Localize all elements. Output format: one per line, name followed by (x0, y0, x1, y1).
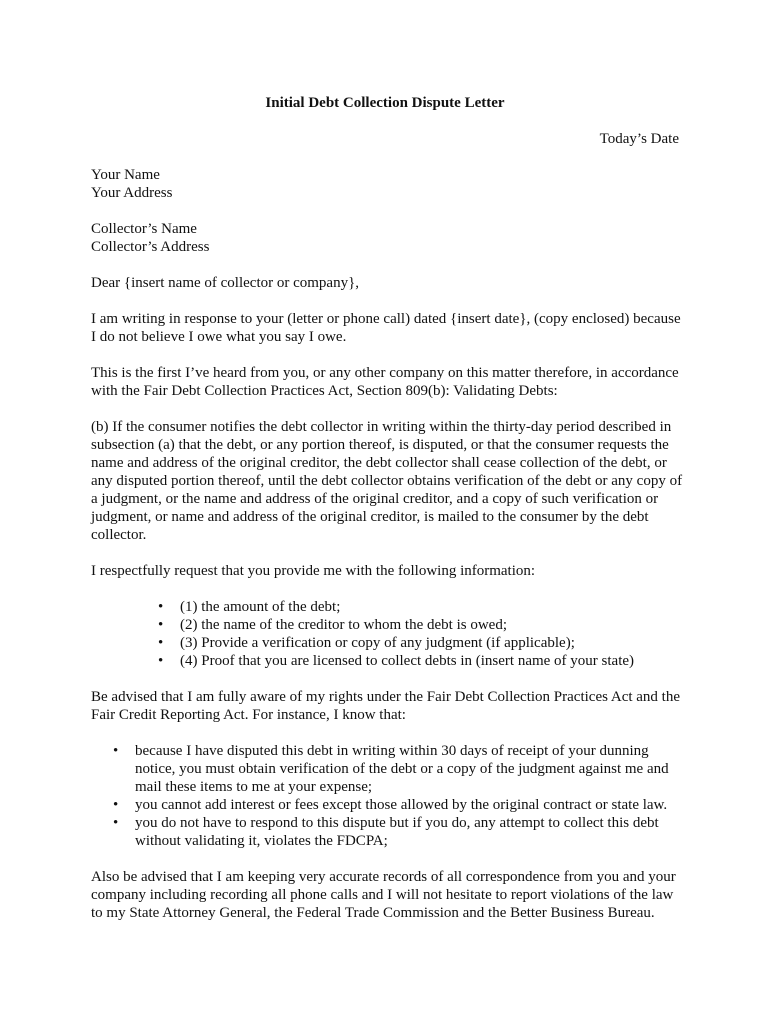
letter-title: Initial Debt Collection Dispute Letter (265, 95, 505, 111)
salutation: Dear {insert name of collector or company}, (91, 275, 360, 291)
info-list-item: • (4) Proof that you are licensed to collect debts in (insert name of your state) (180, 652, 683, 670)
sender-address: Your Address (91, 185, 173, 201)
info-list-item: • (2) the name of the creditor to whom the debt is owed; (180, 616, 683, 634)
intro-paragraph: I am writing in response to your (letter or phone call) dated {insert date}, (copy enclosed) because I do not believe I owe what you say I owe. (91, 311, 681, 345)
rights-list (91, 742, 683, 850)
recipient-address: Collector’s Address (91, 239, 210, 255)
rights-paragraph: Be advised that I am fully aware of my rights under the Fair Debt Collection Practices Act and the Fair Credit Reporting Act. For instance, I know that: (91, 689, 680, 723)
sender-block (91, 166, 683, 202)
letter-body (91, 166, 683, 940)
recipient-block (91, 220, 683, 256)
records-paragraph: Also be advised that I am keeping very accurate records of all correspondence from you and your company including recording all phone calls and I will not hesitate to report violations of the law to my State Attorney General, the Federal Trade Commission and the Better Business Bureau. (91, 869, 676, 921)
info-list-item: • (1) the amount of the debt; (180, 598, 683, 616)
info-list-item: • (3) Provide a verification or copy of any judgment (if applicable); (180, 634, 683, 652)
rights-list-item: • you do not have to respond to this dispute but if you do, any attempt to collect this debt without validating it, violates the FDCPA; (135, 814, 683, 850)
letter-date: Today’s Date (599, 131, 679, 147)
rights-list-item: • because I have disputed this debt in writing within 30 days of receipt of your dunning notice, you must obtain verification of the debt or a copy of the judgment against me and mail these items to me at your expense; (135, 742, 683, 796)
info-list (91, 598, 683, 670)
rights-list-item: • you cannot add interest or fees except those allowed by the original contract or state law. (135, 796, 683, 814)
request-paragraph: I respectfully request that you provide me with the following information: (91, 563, 536, 579)
first-heard-paragraph: This is the first I’ve heard from you, or any other company on this matter therefore, in accordance with the Fair Debt Collection Practices Act, Section 809(b): Validating Debts: (91, 365, 679, 399)
recipient-name: Collector’s Name (91, 221, 197, 237)
statute-paragraph: (b) If the consumer notifies the debt collector in writing within the thirty-day period described in subsection (a) that the debt, or any portion thereof, is disputed, or that the consumer requests the name and address of the original creditor, the debt collector shall cease collection of the debt, or any disputed portion thereof, until the debt collector obtains verification of the debt or any copy of a judgment, or the name and address of the original creditor, and a copy of such verification or judgment, or name and address of the original creditor, is mailed to the consumer by the debt collector. (91, 419, 683, 543)
sender-name: Your Name (91, 167, 160, 183)
